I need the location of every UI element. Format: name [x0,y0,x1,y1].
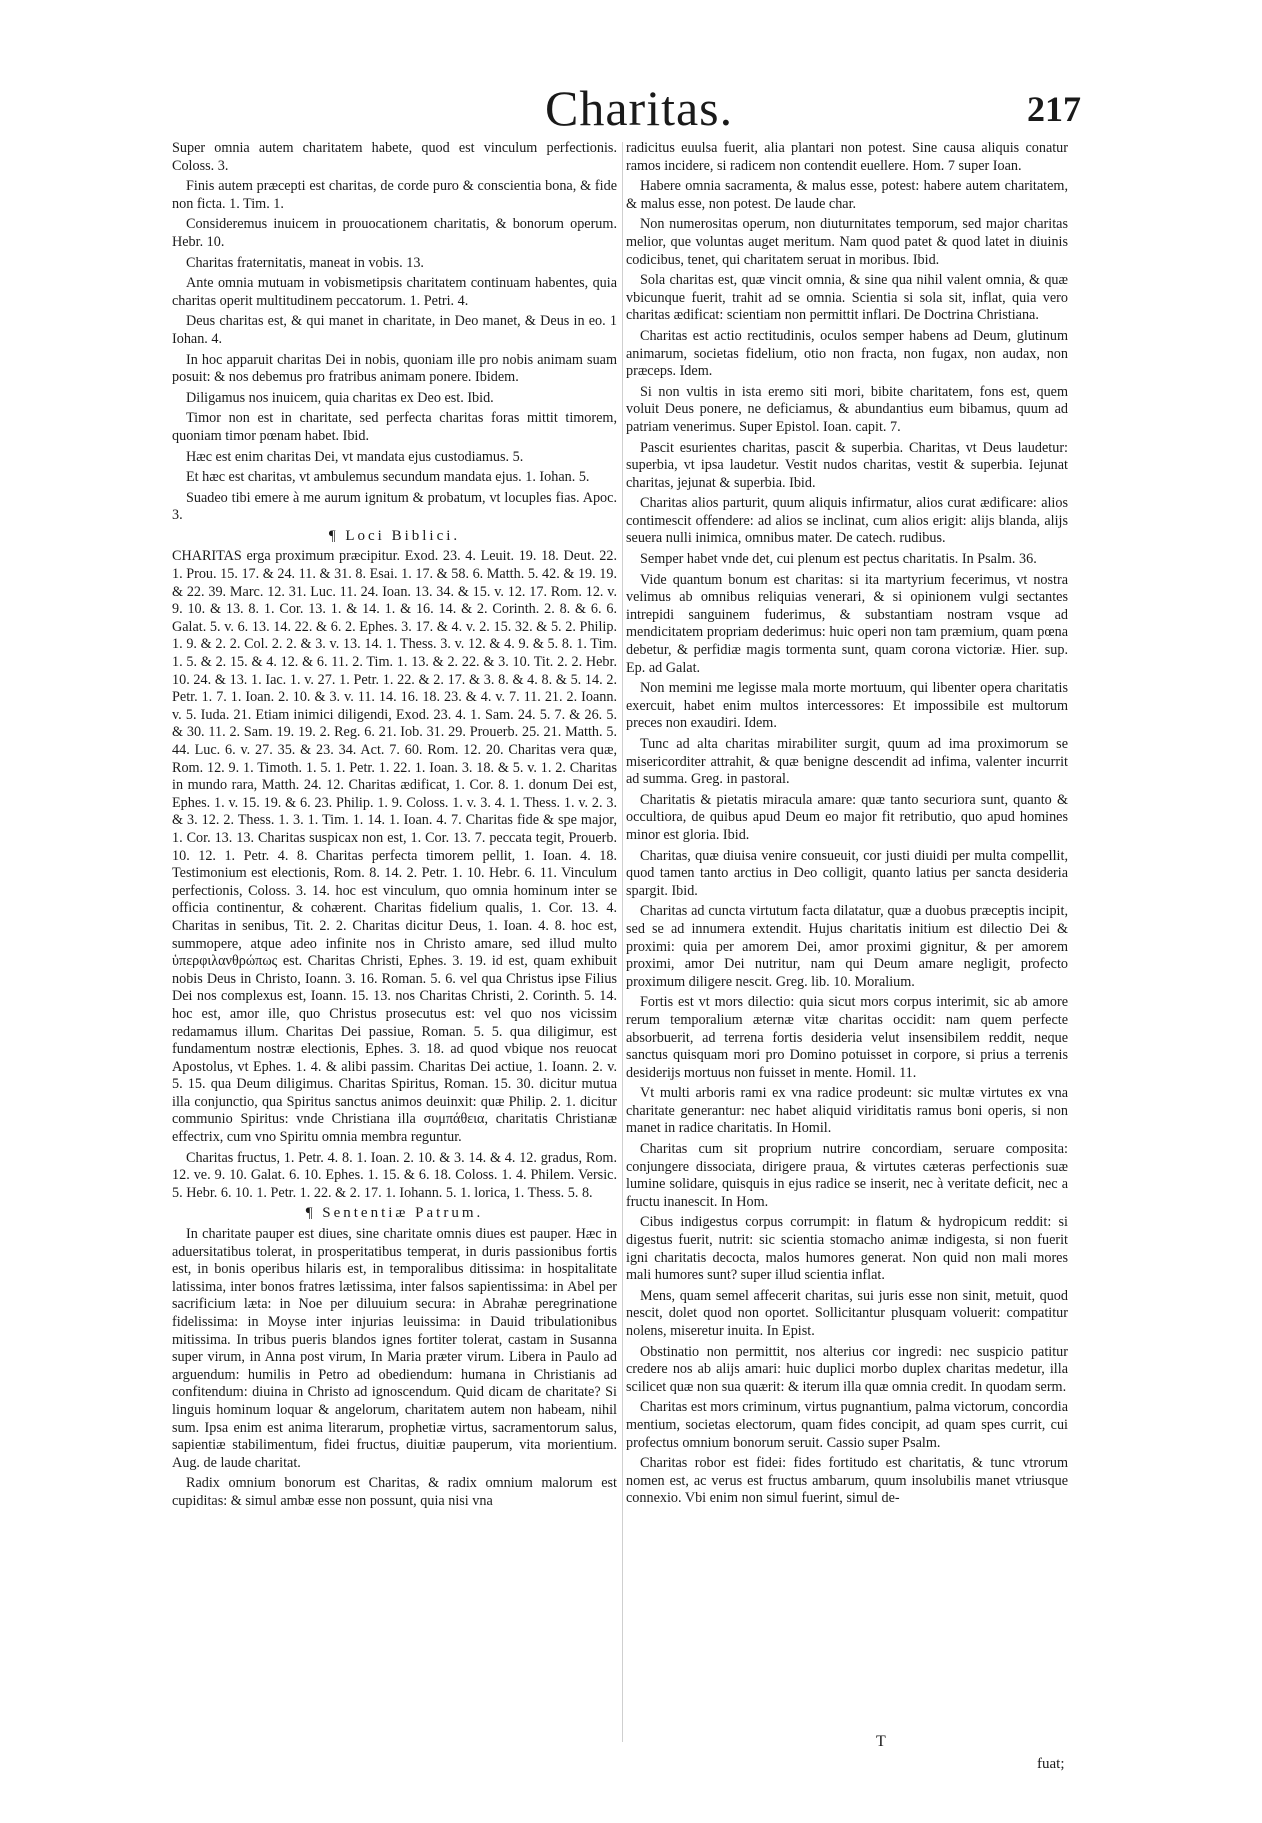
running-head [0,78,1262,148]
patrum-paragraph: Fortis est vt mors dilectio: quia sicut mors corpus interimit, sic ab amore rerum temporalium æternæ vitæ charitas occidit: nam quem perfecte absorbuerit, ad terrena fortis desideria velut insensibilem reddit, neque sanctus quisquam mori pro Domino potuisset in corpore, si prius a terrenis desiderijs mortuus non fuisset in mente. Homil. 11. [626,994,1068,1081]
patrum-paragraph: Charitas, quæ diuisa venire consueuit, cor justi diuidi per multa compellit, quod tamen tanto arctius in Deo colligit, quanto latius per sancta desideria spargit. Ibid. [626,847,1068,899]
scripture-verse: Consideremus inuicem in prouocationem charitatis, & bonorum operum. Hebr. 10. [172,216,617,250]
column-divider [622,142,623,1742]
scripture-verse: Deus charitas est, & qui manet in charitate, in Deo manet, & Deus in eo. 1 Iohan. 4. [172,313,617,347]
patrum-paragraph: Charitas ad cuncta virtutum facta dilatatur, quæ a duobus præceptis incipit, sed se ad innumera extendit. Hujus charitatis initium est dilectio Dei & proximi: quia per amorem Dei, amor proximi gignitur, & per amorem proximi, amor Dei nutritur, nam qui Deum amare negligit, profecto proximum diligere nescit. Greg. lib. 10. Moralium. [626,903,1068,990]
scripture-verse: Ante omnia mutuam in vobismetipsis charitatem continuam habentes, quia charitas operit multitudinem peccatorum. 1. Petri. 4. [172,275,617,309]
patrum-paragraph: Habere omnia sacramenta, & malus esse, potest: habere autem charitatem, & malus esse, non potest. De laude char. [626,178,1068,212]
patrum-paragraph: Charitas est actio rectitudinis, oculos semper habens ad Deum, glutinum animarum, societas fidelium, otio non fracta, non fugax, non audax, non præceps. Idem. [626,327,1068,380]
scripture-verse: Et hæc est charitas, vt ambulemus secundum mandata ejus. 1. Iohan. 5. [186,469,590,486]
right-column [626,140,1068,1511]
scripture-verse: Finis autem præcepti est charitas, de corde puro & conscientia bona, & fide non ficta. 1. Tim. 1. [172,178,617,212]
patrum-paragraph: Charitas alios parturit, quum aliquis infirmatur, alios curat ædificare: alios contimescit offendere: ad alios se inclinat, cum alios erigit: alijs blanda, alijs seuera nulli inimica, omnibus mater. De catech. rudibus. [626,495,1068,547]
patrum-paragraph: Si non vultis in ista eremo siti mori, bibite charitatem, fons est, quem voluit Deus ponere, ne deficiamus, & abundantius eum bibamus, quum ad patriam venerimus. Super Epistol. Ioan. capit. 7. [626,383,1068,435]
scripture-verse: Hæc est enim charitas Dei, vt mandata ejus custodiamus. 5. [186,448,524,465]
patrum-paragraph: Charitas est mors criminum, virtus pugnantium, palma victorum, concordia mentium, societas electorum, quam fides concipit, ad quam spes currit, cui profectus omnium bonorum seruit. Cassio super Psalm. [626,1399,1068,1451]
loci-paragraph: Charitas fructus, 1. Petr. 4. 8. 1. Ioan. 2. 10. & 3. 14. & 4. 12. gradus, Rom. 12. ve. 9. 10. Galat. 6. 10. Ephes. 1. 15. & 6. 18. Coloss. 1. 4. Philem. Versic. 5. Hebr. 6. 10. 1. Petr. 1. 22. & 2. 17. 1. Iohann. 5. 1. lorica, 1. Thess. 5. 8. [172,1149,617,1201]
patrum-paragraph: Obstinatio non permittit, nos alterius cor ingredi: nec suspicio patitur credere nos ab alijs amari: huic duplici morbo duplex charitas medetur, illa scilicet quæ non sua quærit: & iterum illa quæ omnia credit. In quodam serm. [626,1343,1068,1395]
sententiae-patrum-heading: ¶ Sententiæ Patrum. [305,1205,484,1222]
patrum-paragraph: Charitas robor est fidei: fides fortitudo est charitatis, & tunc vtrorum nomen est, ac verus est fructus ambarum, quum insolubilis manet vtriusque connexio. Vbi enim non simul fuerint, simul de- [626,1455,1068,1507]
page-title: Charitas. [545,80,734,136]
patrum-paragraph: Charitas cum sit proprium nutrire concordiam, seruare composita: conjungere dissociata, dirigere praua, & virtutes cæteras perfectionis suæ lumine solidare, quisquis in ejus radice se inserit, nec à veritate deficit, nec a fructu inanescit. In Hom. [626,1141,1068,1210]
scripture-verse: In hoc apparuit charitas Dei in nobis, quoniam ille pro nobis animam suam posuit: & nos debemus pro fratribus animam ponere. Ibidem. [172,351,617,386]
patrum-paragraph: Vide quantum bonum est charitas: si ita martyrium fecerimus, vt nostra velimus ab omnibus reliquias venerari, & si opinionem vulgi sectantes intrepidi sanguinem fuderimus, & substantiam nostram vsque ad mendicitatem propriam dederimus: huic operi non tam præmium, quam pœna debetur, & perfidiæ magis tormenta sunt, quam corona victoriæ. Hier. sup. Ep. ad Galat. [626,571,1068,676]
patrum-paragraph: Non memini me legisse mala morte mortuum, qui libenter opera charitatis exercuit, habet enim multos intercessores: Et impossibile est multorum preces non exaudiri. Idem. [626,680,1068,732]
patrum-paragraph: Mens, quam semel affecerit charitas, sui juris esse non sinit, metuit, quod nescit, dolet quod non oportet. Sollicitantur plusquam voluerit: compatitur nolens, miseretur inuita. In Epist. [626,1287,1068,1339]
patrum-paragraph: Pascit esurientes charitas, pascit & superbia. Charitas, vt Deus laudetur: superbia, vt ipsa laudetur. Vestit nudos charitas, vestit & superbia. Iejunat charitas, jejunat & superbia. Ibid. [626,439,1068,491]
patrum-paragraph: Cibus indigestus corpus corrumpit: in flatum & hydropicum reddit: si digestus fuerit, nutrit: sic scientia stomacho animæ indigesta, si non fuerit igni charitatis decocta, malos humores generat. Non quid non mali mores mali humores sunt? super illud scientia inflat. [626,1214,1068,1284]
signature-mark: T [876,1733,886,1750]
patrum-paragraph: Charitatis & pietatis miracula amare: quæ tanto securiora sunt, quanto & occultiora, de quibus apud Deum eo major fit retributio, quo apud homines minor est gloria. Ibid. [626,791,1068,843]
page-number: 217 [1027,89,1081,129]
patrum-paragraph: Radix omnium bonorum est Charitas, & radix omnium malorum est cupiditas: & simul ambæ esse non possunt, quia nisi vna [172,1475,617,1509]
loci-paragraph: CHARITAS erga proximum præcipitur. Exod. 23. 4. Leuit. 19. 18. Deut. 22. 1. Prou. 15. 17. & 24. 11. & 31. 8. Esai. 1. 17. & 58. 6. Matth. 5. 42. & 19. 19. & 22. 39. Marc. 12. 31. Luc. 11. 24. Ioan. 13. 34. & 15. v. 12. 17. Rom. 12. v. 9. 10. & 13. 8. 1. Cor. 13. 1. & 14. 1. & 16. 14. & 2. Corinth. 2. 8. & 6. 6. Galat. 5. v. 6. 13. 14. 22. & 6. 2. Ephes. 3. 17. & 4. v. 2. 15. 32. & 5. 2. Philip. 1. 9. & 2. 2. Col. 2. 2. & 3. v. 13. 14. 1. Thess. 3. v. 12. & 4. 9. & 5. 8. 1. Tim. 1. 5. & 2. 15. & 4. 12. & 6. 11. 2. Tim. 1. 13. & 2. 22. & 3. 10. Tit. 2. 2. Hebr. 10. 24. & 13. 1. Iac. 1. v. 27. 1. Petr. 1. 22. & 2. 17. & 3. 8. & 4. 8. & 5. 14. 2. Petr. 1. 7. 1. Ioan. 2. 10. & 3. v. 11. 14. 16. 18. 23. & 4. v. 7. 11. 21. 2. Ioann. v. 5. Iuda. 21. Etiam inimici diligendi, Exod. 23. 4. 1. Sam. 24. 5. 7. & 26. 5. & 30. 11. 2. Sam. 19. 19. 2. Reg. 6. 21. Iob. 31. 29. Prouerb. 25. 21. Matth. 5. 44. Luc. 6. v. 27. 35. & 23. 34. Act. 7. 60. Rom. 12. 20. Charitas vera quæ, Rom. 12. 9. 1. Timoth. 1. 5. 1. Petr. 1. 22. 1. Ioan. 3. 18. & 5. v. 1. 2. Charitas in mundo rara, Matth. 24. 12. Charitas ædificat, 1. Cor. 8. 1. donum Dei est, Ephes. 1. v. 15. 19. & 6. 23. Philip. 1. 9. Coloss. 1. v. 3. 4. 1. Thess. 1. v. 2. 3. & 3. 12. 2. Thess. 1. 3. 1. Tim. 1. 14. 1. Ioan. 4. 7. Charitas fide & spe major, 1. Cor. 13. 13. Charitas suspicax non est, 1. Cor. 13. 7. peccata tegit, Prouerb. 10. 12. 1. Petr. 4. 8. Charitas perfecta timorem pellit, 1. Ioan. 4. 18. Testimonium est electionis, Rom. 8. 14. 2. Petr. 1. 10. Hebr. 6. 11. Vinculum perfectionis, Coloss. 3. 14. hoc est vinculum, quo omnia hominum inter se officia continentur, & cohærent. Charitas fidelium qualis, 1. Cor. 13. 4. Charitas in senibus, Tit. 2. 2. Charitas dicitur Deus, 1. Ioan. 4. 8. hoc est, summopere, atque adeo infinite nos in Christo amare, sed illud multo ὑπερφιλανθρώπως est. Charitas Christi, Ephes. 3. 19. id est, quam exhibuit nobis Deus in Christo, Ioann. 3. 16. Roman. 5. 6. vel qua Christus ipse Filius Dei nos complexus est, Ioann. 15. 13. nos Charitas Christi, 2. Corinth. 5. 14. hoc est, amor ille, quo Christus prosecutus est: vel quo nos vicissim redamamus illum. Charitas Dei passiue, Roman. 5. 5. qua diligimur, est fundamentum nostræ electionis, Ephes. 3. 18. ad quod vbique nos reuocat Apostolus, vt Ephes. 1. 4. & alibi passim. Charitas Dei actiue, 1. Ioann. 2. v. 5. 15. qua Deum diligimus. Charitas Spiritus, Roman. 15. 30. dicitur mutua illa conjunctio, qua Spiritus sanctus animos deuinxit: quæ Philip. 2. 1. dicitur communio Spiritus: vnde Christiana illa συμπάθεια, charitatis Christianæ effectrix, cum vno Spiritu omnia membra reguntur. [172,548,617,1146]
patrum-paragraph: Sola charitas est, quæ vincit omnia, & sine qua nihil valent omnia, & quæ vbicunque fuerit, trahit ad se omnia. Scientia si sola sit, inflat, quia vero charitas ædificat: scientiam non permittit inflari. De Doctrina Christiana. [626,272,1068,324]
loci-biblici-heading: ¶ Loci Biblici. [328,527,461,544]
patrum-paragraph: Vt multi arboris rami ex vna radice prodeunt: sic multæ virtutes ex vna charitate generantur: nec habet aliquid viriditatis ramus boni operis, si non manet in radice charitatis. In Homil. [626,1085,1068,1137]
left-column [172,140,617,1514]
patrum-paragraph: Tunc ad alta charitas mirabiliter surgit, quum ad ima proximorum se misericorditer attrahit, & quæ benigne descendit ad infima, valenter incurrit ad summa. Greg. in pastoral. [626,736,1068,788]
patrum-paragraph: Non numerositas operum, non diuturnitates temporum, sed major charitas melior, que voluntas auget meritum. Nam quod patet & quod latet in diuinis codicibus, tenet, qui charitatem seruat in moribus. Ibid. [626,216,1068,268]
scripture-verse: Diligamus nos inuicem, quia charitas ex Deo est. Ibid. [186,389,494,406]
scripture-verse: Charitas fraternitatis, maneat in vobis. 13. [186,254,424,271]
patrum-paragraph: In charitate pauper est diues, sine charitate omnis diues est pauper. Hæc in aduersitatibus tolerat, in prosperitatibus temperat, in duris passionibus fortis est, in bonis operibus hilaris est, in temporalibus ditissima: in hospitalitate latissima, inter bonos fratres lætissima, inter falsos sapientissima: in Abel per sacrificium læta: in Noe per diluuium secura: in Abrahæ peregrinatione fidelissima: in Moyse inter injurias leuissima: in Dauid tribulationibus mitissima. In tribus pueris blandos ignes fortiter tolerat, castam in Susanna super virum, in Anna post virum, In Maria præter virum. Libera in Paulo ad arguendum: humilis in Petro ad obediendum: humana in Christianis ad confitendum: diuina in Christo ad ignoscendum. Quid dicam de charitate? Si linguis hominum loquar & angelorum, charitatem autem non habeam, nihil sum. Ipsa enim est anima literarum, prophetiæ virtus, sacramentorum salus, sapientiæ stabilimentum, fidei fructus, diuitiæ pauperum, vita morientium. Aug. de laude charitat. [172,1226,617,1471]
catchword: fuat; [1037,1756,1065,1772]
scripture-verse: Suadeo tibi emere à me aurum ignitum & probatum, vt locuples fias. Apoc. 3. [172,489,617,524]
scripture-verse: Timor non est in charitate, sed perfecta charitas foras mittit timorem, quoniam timor pœnam habet. Ibid. [172,410,617,444]
scripture-verse: Super omnia autem charitatem habete, quod est vinculum perfectionis. Coloss. 3. [172,140,617,174]
patrum-paragraph: Semper habet vnde det, cui plenum est pectus charitatis. In Psalm. 36. [640,551,1037,568]
patrum-paragraph: radicitus euulsa fuerit, alia plantari non potest. Sine causa aliquis conatur ramos incidere, si radicem non contendit euellere. Hom. 7 super Ioan. [626,140,1068,174]
